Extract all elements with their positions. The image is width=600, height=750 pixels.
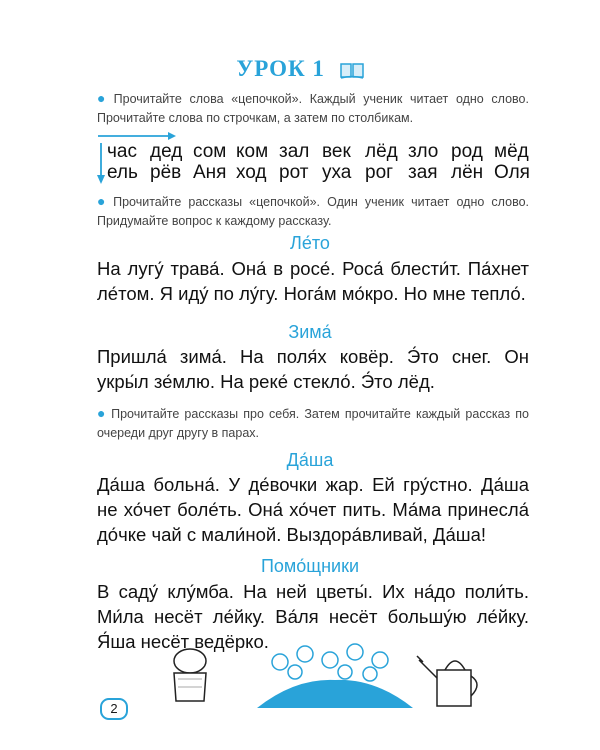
instruction-3	[97, 404, 529, 443]
word: сом	[193, 141, 227, 162]
word: лён	[451, 162, 484, 183]
story-title: Зима́	[288, 322, 332, 342]
bullet-icon: ●	[97, 405, 108, 421]
word: рот	[279, 162, 309, 183]
story-text: Пришла́ зима́. На поля́х ковёр. Э́то снег. Он укры́л зе́млю. На реке́ стекло́. Э́то лёд.	[97, 346, 529, 392]
watering-can-large-illustration	[415, 648, 485, 708]
lesson-title-text: УРОК 1	[236, 56, 325, 81]
word: дед	[150, 141, 183, 162]
word: зло	[408, 141, 439, 162]
book-icon	[340, 62, 364, 80]
bullet-icon: ●	[97, 90, 110, 106]
instruction-1	[97, 89, 529, 128]
story-text: На лугу́ трава́. Она́ в росе́. Роса́ блести́т. Па́хнет ле́том. Я иду́ по лу́гу. Нога́м мо́кро. Но мне тепло́.	[97, 258, 529, 304]
word: лёд	[365, 141, 398, 162]
word-row-1	[107, 141, 537, 162]
story-title: Ле́то	[290, 233, 330, 253]
word: уха	[322, 162, 352, 183]
word: ком	[236, 141, 269, 162]
word: рёв	[150, 162, 182, 183]
story-text: В саду́ клу́мба. На ней цветы́. Их на́до поли́ть. Ми́ла несёт ле́йку. Ва́ля несёт большу́ю ле́йку. Я́ша несёт ведёрко.	[97, 581, 529, 652]
word: ход	[236, 162, 267, 183]
instruction-2	[97, 192, 529, 231]
instruction-text: Прочитайте рассказы «цепочкой». Один ученик читает одно слово. Придумайте вопрос к каждому рассказу.	[97, 195, 529, 228]
instruction-text: Прочитайте слова «цепочкой». Каждый ученик читает одно слово. Прочитайте слова по строчкам, а затем по столбикам.	[97, 92, 529, 125]
watering-can-small-illustration	[160, 645, 220, 705]
word-table	[107, 141, 537, 183]
story-title: Помо́щники	[260, 556, 360, 576]
flowerbed-illustration	[255, 640, 415, 710]
arrow-right-icon	[98, 132, 178, 140]
story-text: Да́ша больна́. У де́вочки жар. Ей гру́стно. Да́ша не хо́чет боле́ть. Она́ хо́чет пить. Ма́ма принесла́ до́чке чай с мали́ной. Выздора́вливай, Да́ша!	[97, 474, 529, 545]
story-title: Да́ша	[286, 450, 334, 470]
word: зал	[279, 141, 310, 162]
word: Оля	[494, 162, 530, 183]
page-number: 2	[100, 698, 128, 720]
lesson-title	[0, 56, 600, 82]
word: зая	[408, 162, 438, 183]
word: род	[451, 141, 483, 162]
word: час	[107, 141, 137, 162]
word: мёд	[494, 141, 529, 162]
word: рог	[365, 162, 394, 183]
word: век	[322, 141, 351, 162]
word: Аня	[193, 162, 227, 183]
word: ель	[107, 162, 138, 183]
arrow-down-icon	[97, 143, 105, 185]
bullet-icon: ●	[97, 193, 110, 209]
word-row-2	[107, 162, 537, 183]
instruction-text: Прочитайте рассказы про себя. Затем прочитайте каждый рассказ по очереди друг другу в парах.	[97, 407, 529, 440]
